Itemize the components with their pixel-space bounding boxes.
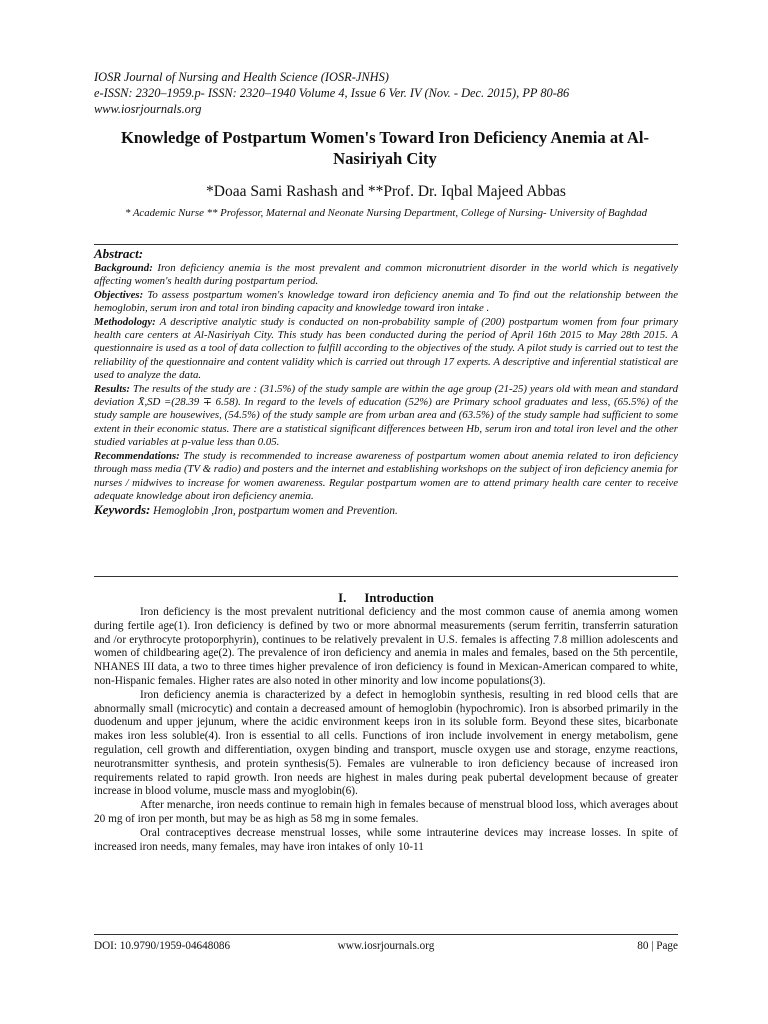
section-heading <box>94 591 678 606</box>
footer-doi: DOI: 10.9790/1959-04648086 <box>94 940 231 952</box>
page-footer <box>94 940 678 952</box>
section-number: I. <box>338 591 347 605</box>
journal-issn: e-ISSN: 2320–1959.p- ISSN: 2320–1940 Volume 4, Issue 6 Ver. IV (Nov. - Dec. 2015), PP 80-86 <box>94 86 570 100</box>
journal-url[interactable]: www.iosrjournals.org <box>94 102 202 116</box>
abstract-methodology <box>94 316 678 383</box>
abstract-top-rule <box>94 244 678 245</box>
footer-rule <box>94 934 678 935</box>
paper-title: Knowledge of Postpartum Women's Toward Iron Deficiency Anemia at Al-Nasiriyah City <box>120 128 650 168</box>
background-label: Background: <box>94 262 153 274</box>
author-affiliation: * Academic Nurse ** Professor, Maternal and Neonate Nursing Department, College of Nursing- University of Baghdad <box>124 207 648 219</box>
abstract-keywords <box>94 503 678 518</box>
results-text: The results of the study are : (31.5%) of the study sample are within the age group (21-25) years old with mean and standard deviation X̄,SD =(28.39 ∓ 6.58). In regard to the levels of education (52%) are Primary school graduates and less, (65.5%) of the study sample are housewives, (54.5%) of the study sample are from urban area and (63.5%) of the study sample had sufficient to some extent in their economic status. There are a statistical significant differences between Hb, serum iron and total iron level and the other studied variables at p-value less than 0.05. <box>94 382 678 449</box>
introduction-body <box>94 606 678 854</box>
abstract-heading: Abstract: <box>94 246 144 261</box>
recommendations-text: The study is recommended to increase awareness of postpartum women about anemia related to iron deficiency through mass media (TV & radio) and posters and the internet and establishing workshops on the subject of iron deficiency anemia for nurses / midwives to increase for women awareness. Regular postpartum women are to attend primary health care center to receive adequate knowledge about iron deficiency anemia. <box>94 449 678 502</box>
intro-paragraph-4: Oral contraceptives decrease menstrual losses, while some intrauterine devices may increase losses. In spite of increased iron needs, many females, may have iron intakes of only 10-11 <box>94 826 678 853</box>
objectives-label: Objectives: <box>94 288 144 301</box>
footer-page-number: 80 | Page <box>637 940 678 952</box>
footer-site[interactable]: www.iosrjournals.org <box>337 940 435 952</box>
section-title: Introduction <box>364 591 434 605</box>
intro-paragraph-3: After menarche, iron needs continue to remain high in females because of menstrual blood loss, which averages about 20 mg of iron per month, but may be as high as 58 mg in some females. <box>94 799 678 825</box>
abstract-results <box>94 383 678 450</box>
keywords-text: Hemoglobin ,Iron, postpartum women and Prevention. <box>153 505 398 518</box>
abstract-bottom-rule <box>94 576 678 577</box>
methodology-text: A descriptive analytic study is conducted on non-probability sample of (200) postpartum women from four primary health care centers at Al-Nasiriyah City. This study has been conducted during the period of April 16th 2015 to May 28th 2015. A questionnaire is used as a tool of data collection to fulfill according to the objectives of the study. A pilot study is carried out to test the reliability of the questionnaire and content validity which is carried out through 17 experts. A descriptive and inferential statistical are used to analyze the data. <box>94 315 678 382</box>
paper-authors: *Doaa Sami Rashash and **Prof. Dr. Iqbal Majeed Abbas <box>206 183 566 200</box>
intro-paragraph-1: Iron deficiency is the most prevalent nutritional deficiency and the most common cause of anemia among women during fertile age(1). Iron deficiency is defined by two or more abnormal measurements (serum ferritin, transferrin saturation and /or erythrocyte protoporphyrin), continues to be relatively prevalent in U.S. females is affecting 7.8 million adolescents and women of childbearing age(2). The prevalence of iron deficiency and anemia in males and females, based on the 5th percentile, NHANES III data, a two to three times higher prevalence of iron deficiency is found in Mexican-American compared to white, non-Hispanic females. Higher rates are also noted in other minority and low income populations(3). <box>94 606 678 687</box>
abstract <box>94 247 678 518</box>
recommendations-label: Recommendations: <box>94 449 180 462</box>
background-text: Iron deficiency anemia is the most prevalent and common micronutrient disorder in the world which is negatively affecting women's health during postpartum period. <box>94 262 679 288</box>
results-label: Results: <box>94 382 130 395</box>
keywords-label: Keywords: <box>94 502 151 518</box>
intro-paragraph-2: Iron deficiency anemia is characterized by a defect in hemoglobin synthesis, resulting in red blood cells that are abnormally small (microcytic) and contain a decreased amount of hemoglobin (hypochromic). Iron is absorbed primarily in the duodenum and upper jejunum, where the acidic environment keeps iron in its soluble form. Beyond these sites, bicarbonate makes iron less soluble(4). Iron is essential to all cells. Functions of iron include involvement in energy metabolism, gene regulation, cell growth and differentiation, oxygen binding and transport, muscle oxygen use and storage, enzyme reactions, neurotransmitter synthesis, and protein synthesis(5). Females are vulnerable to iron deficiency because of increased iron requirements related to rapid growth. Iron needs are highest in males during peak pubertal development because of greater increase in blood volume, muscle mass and myoglobin(6). <box>94 688 678 798</box>
abstract-background <box>94 262 678 289</box>
abstract-recommendations <box>94 450 678 504</box>
abstract-objectives <box>94 289 678 316</box>
methodology-label: Methodology: <box>94 315 156 328</box>
objectives-text: To assess postpartum women's knowledge toward iron deficiency anemia and To find out the relationship between the hemoglobin, serum iron and total iron binding capacity and knowledge toward iron intake . <box>94 288 678 315</box>
journal-header <box>94 69 694 117</box>
journal-name: IOSR Journal of Nursing and Health Science (IOSR-JNHS) <box>94 70 389 84</box>
